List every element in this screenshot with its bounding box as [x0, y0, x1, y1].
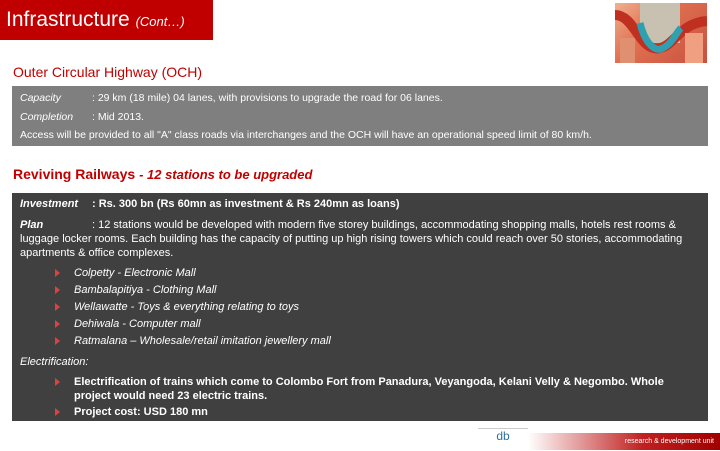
rail-panel	[12, 193, 708, 421]
station-item: Wellawatte - Toys & everything relating to toys	[74, 301, 299, 313]
station-item: Bambalapitiya - Clothing Mall	[74, 284, 217, 296]
station-item: Ratmalana – Wholesale/retail imitation jewellery mall	[74, 335, 331, 347]
electrification-label: Electrification:	[20, 356, 89, 368]
plan-label: Plan	[20, 219, 44, 231]
investment-value: : Rs. 300 bn (Rs 60mn as investment & Rs 240mn as loans)	[92, 198, 400, 210]
electrification-item: Electrification of trains which come to Colombo Fort from Panadura, Veyangoda, Kelani Velly & Negombo. Whole project would need 23 electric trains.	[74, 375, 674, 403]
title-sub: (Cont…)	[135, 14, 185, 29]
footer-unit: research & development unit	[528, 433, 720, 450]
capacity-value: : 29 km (18 mile) 04 lanes, with provisions to upgrade the road for 06 lanes.	[92, 92, 443, 104]
och-heading: Outer Circular Highway (OCH)	[13, 64, 203, 80]
rail-heading	[13, 166, 312, 182]
completion-value: : Mid 2013.	[92, 111, 144, 123]
access-text: Access will be provided to all "A" class roads via interchanges and the OCH will have an operational speed limit of 80 km/h.	[20, 129, 592, 141]
investment-label: Investment	[20, 198, 79, 210]
rail-heading-text: Reviving Railways	[13, 166, 136, 182]
city-illustration	[615, 3, 707, 63]
completion-label: Completion	[20, 111, 74, 123]
slide-title	[0, 0, 213, 40]
plan-text	[20, 218, 690, 260]
electrification-item: Project cost: USD 180 mn	[74, 406, 208, 418]
company-logo: db	[478, 428, 528, 451]
station-item: Dehiwala - Computer mall	[74, 318, 201, 330]
station-item: Colpetty - Electronic Mall	[74, 267, 196, 279]
title-main: Infrastructure	[6, 8, 130, 31]
rail-subheading: - 12 stations to be upgraded	[139, 167, 313, 182]
och-panel	[12, 86, 708, 146]
capacity-label: Capacity	[20, 92, 61, 104]
plan-value: : 12 stations would be developed with modern five storey buildings, accommodating shopping malls, hotels rest rooms & luggage locker rooms. Each building has the capacity of putting up high rising towers which could reach over 50 stories, accommodating apartments & office complexes.	[20, 219, 683, 259]
